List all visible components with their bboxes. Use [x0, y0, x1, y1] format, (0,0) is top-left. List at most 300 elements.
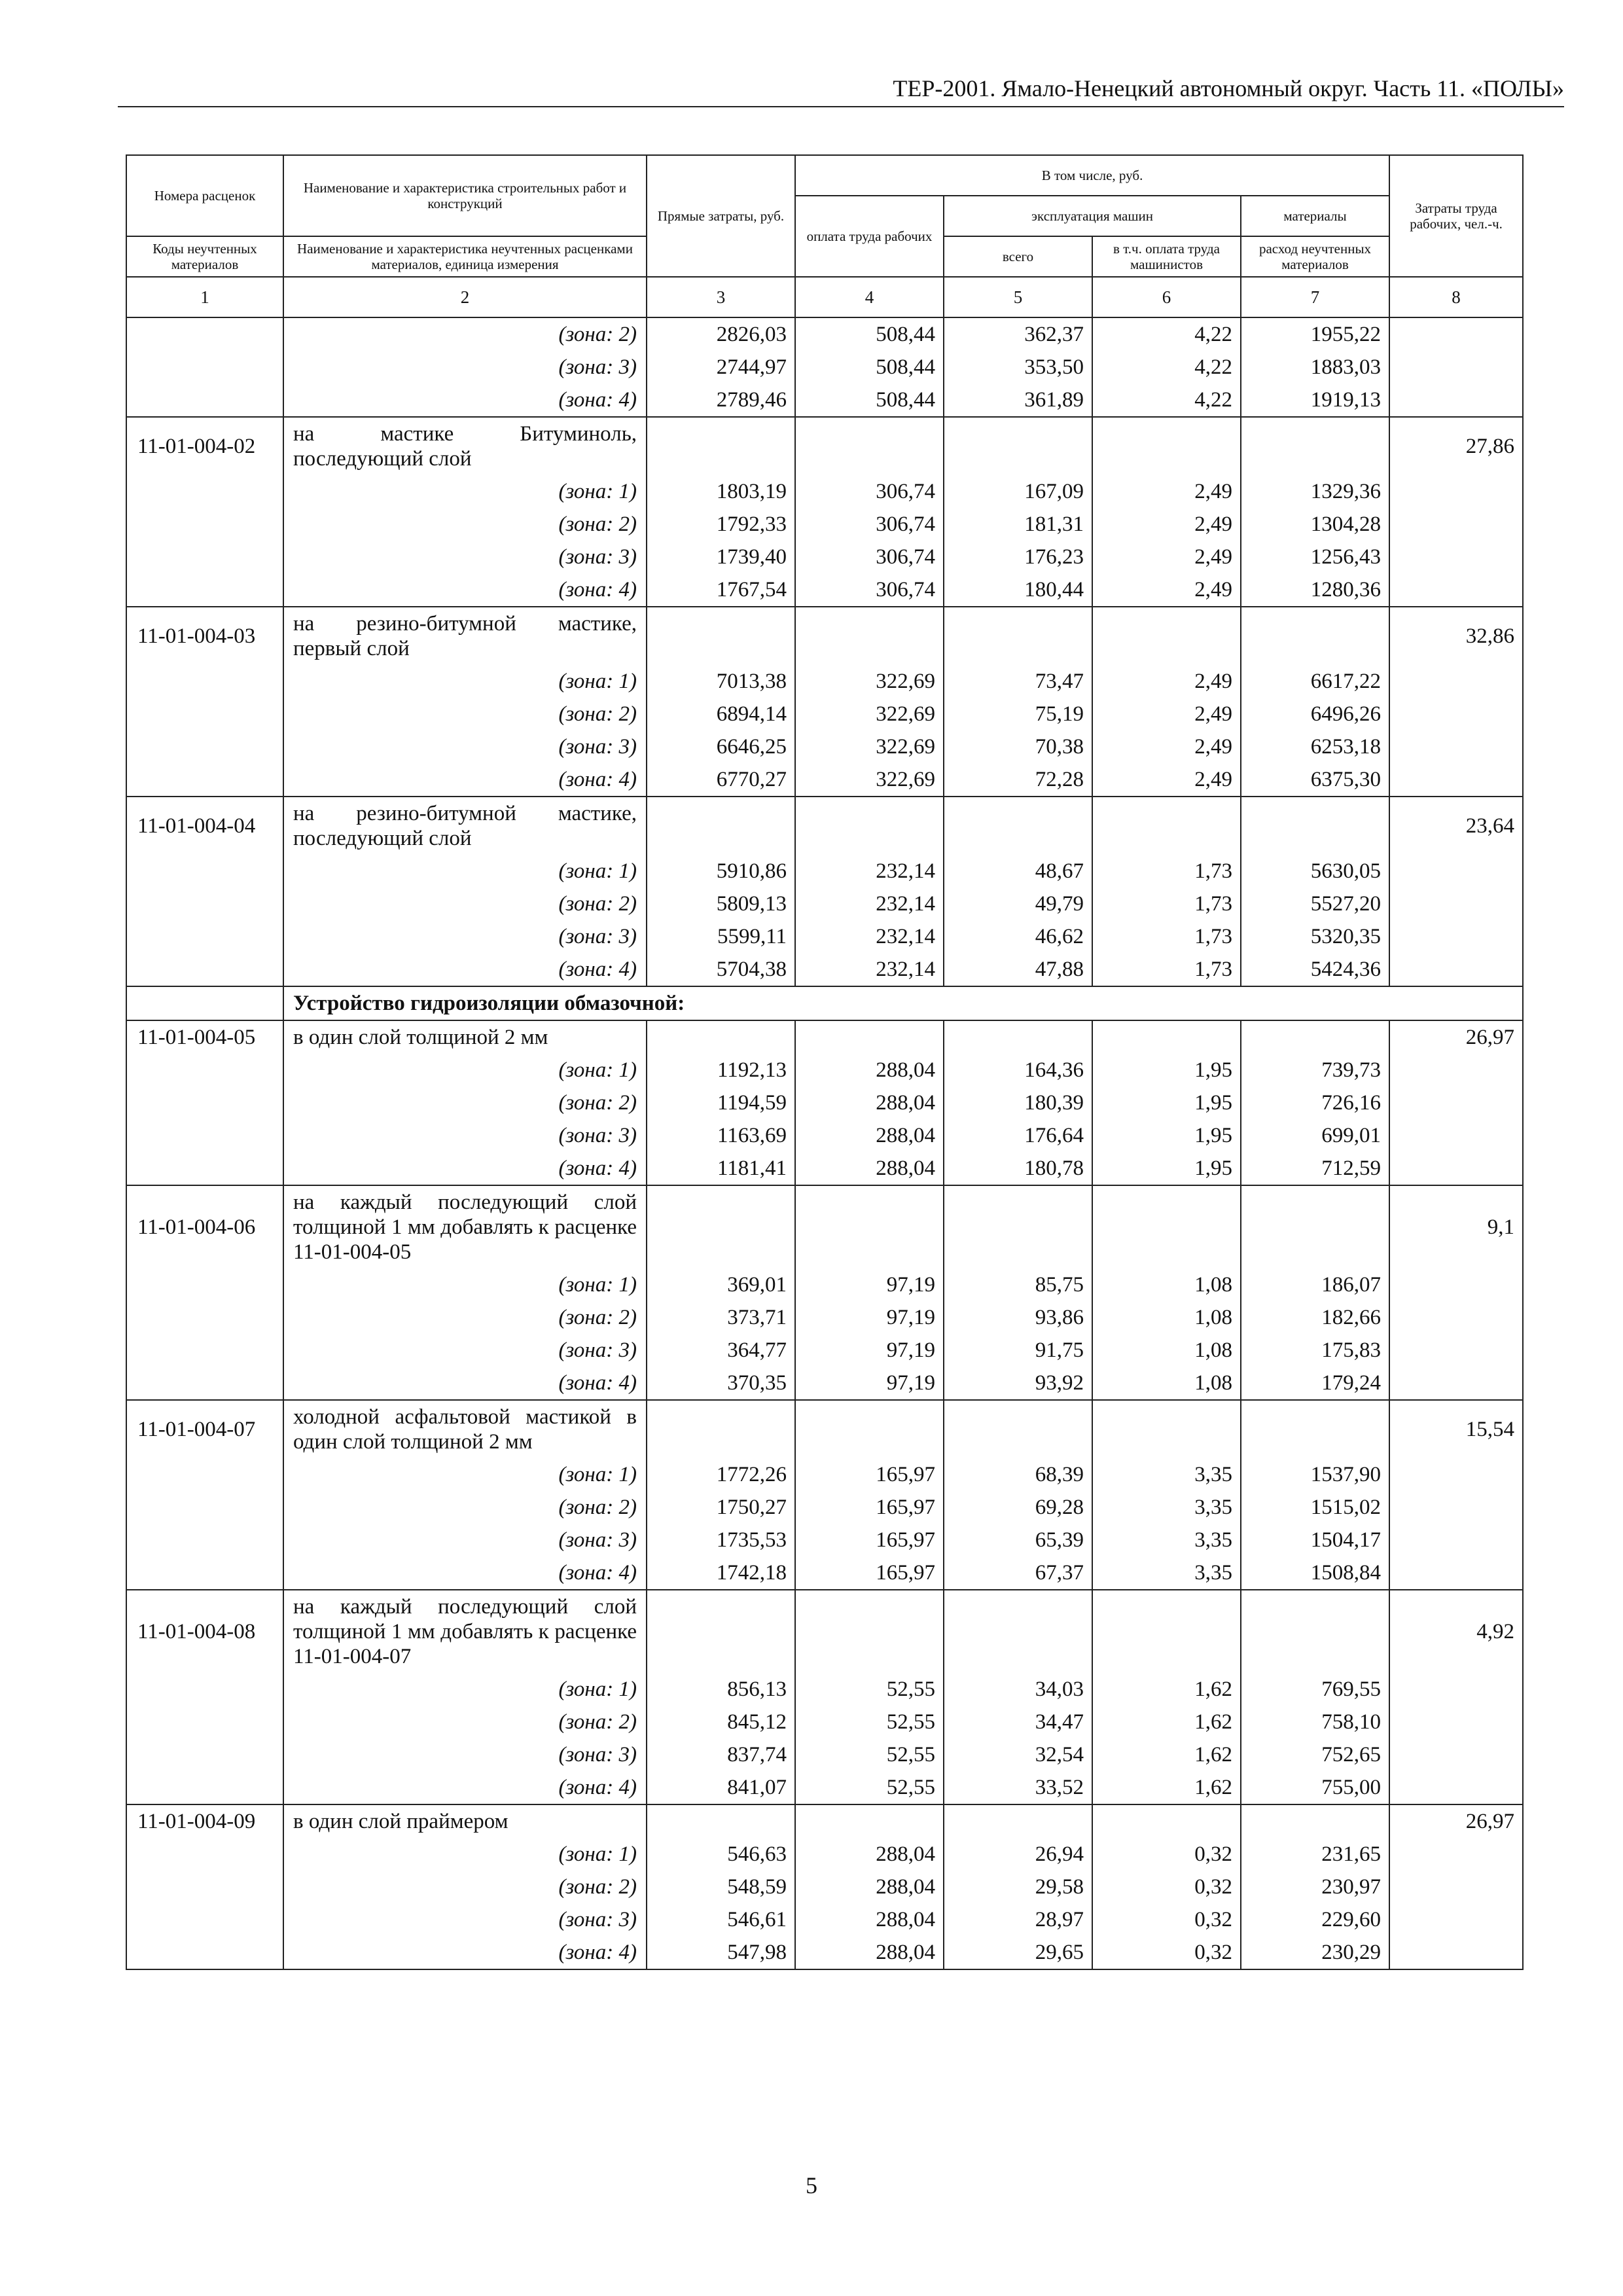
value-cell: 49,79 [944, 888, 1092, 920]
value-cell: 1,62 [1092, 1706, 1241, 1738]
value-cell: 1,95 [1092, 1119, 1241, 1152]
labor-cell [1389, 888, 1523, 920]
value-cell: 845,12 [647, 1706, 795, 1738]
code-cell [126, 1838, 283, 1871]
value-cell: 362,37 [944, 317, 1092, 351]
value-cell: 1739,40 [647, 541, 795, 573]
value-cell: 1280,36 [1241, 573, 1389, 607]
zone-row [126, 1771, 1523, 1804]
labor-cell [1389, 953, 1523, 986]
code-cell [126, 1771, 283, 1804]
value-cell: 6496,26 [1241, 698, 1389, 730]
value-cell: 288,04 [795, 1903, 944, 1936]
value-cell [944, 1400, 1092, 1458]
rate-title-row [126, 797, 1523, 855]
value-cell: 712,59 [1241, 1152, 1389, 1185]
header-cell: эксплуатация машин [944, 196, 1241, 236]
value-cell: 1735,53 [647, 1524, 795, 1556]
value-cell: 3,35 [1092, 1458, 1241, 1491]
value-cell: 1803,19 [647, 475, 795, 508]
table-header [126, 155, 1523, 317]
value-cell: 2,49 [1092, 475, 1241, 508]
value-cell [647, 1804, 795, 1838]
value-cell [1092, 1804, 1241, 1838]
value-cell [944, 1020, 1092, 1054]
zone-row [126, 1301, 1523, 1334]
header-cell: оплата труда рабочих [795, 196, 944, 277]
value-cell [1092, 797, 1241, 855]
zone-row [126, 1152, 1523, 1185]
zone-label: (зона: 2) [283, 698, 647, 730]
value-cell [1092, 1185, 1241, 1268]
header-cell: Затраты труда рабочих, чел.-ч. [1389, 155, 1523, 277]
value-cell: 758,10 [1241, 1706, 1389, 1738]
rate-description: на резино-битумной мастике, последующий слой [283, 797, 647, 855]
value-cell [647, 1185, 795, 1268]
code-cell [126, 475, 283, 508]
value-cell: 72,28 [944, 763, 1092, 797]
code-cell [126, 888, 283, 920]
labor-cell [1389, 1334, 1523, 1367]
labor-value: 32,86 [1389, 607, 1523, 665]
zone-row [126, 730, 1523, 763]
labor-value: 26,97 [1389, 1020, 1523, 1054]
value-cell: 373,71 [647, 1301, 795, 1334]
value-cell: 5630,05 [1241, 855, 1389, 888]
column-number: 7 [1241, 277, 1389, 317]
code-cell [126, 1086, 283, 1119]
header-cell: Коды неучтенных материалов [126, 236, 283, 277]
value-cell: 288,04 [795, 1871, 944, 1903]
value-cell: 6646,25 [647, 730, 795, 763]
value-cell: 726,16 [1241, 1086, 1389, 1119]
value-cell: 230,29 [1241, 1936, 1389, 1969]
value-cell: 2,49 [1092, 508, 1241, 541]
zone-row [126, 541, 1523, 573]
value-cell: 546,61 [647, 1903, 795, 1936]
labor-value: 27,86 [1389, 417, 1523, 475]
value-cell: 1192,13 [647, 1054, 795, 1086]
value-cell: 5910,86 [647, 855, 795, 888]
value-cell [944, 1804, 1092, 1838]
labor-value: 26,97 [1389, 1804, 1523, 1838]
labor-cell [1389, 1367, 1523, 1400]
value-cell: 3,35 [1092, 1491, 1241, 1524]
rate-code: 11-01-004-06 [126, 1185, 283, 1268]
value-cell: 176,23 [944, 541, 1092, 573]
value-cell: 97,19 [795, 1301, 944, 1334]
labor-value: 4,92 [1389, 1590, 1523, 1673]
code-cell [126, 1706, 283, 1738]
value-cell: 369,01 [647, 1268, 795, 1301]
code-cell [126, 1268, 283, 1301]
labor-cell [1389, 541, 1523, 573]
value-cell: 856,13 [647, 1673, 795, 1706]
zone-row [126, 855, 1523, 888]
code-cell [126, 1367, 283, 1400]
value-cell: 322,69 [795, 698, 944, 730]
section-row [126, 986, 1523, 1020]
value-cell: 1515,02 [1241, 1491, 1389, 1524]
code-cell [126, 317, 283, 351]
code-cell [126, 1556, 283, 1590]
value-cell [795, 417, 944, 475]
value-cell: 85,75 [944, 1268, 1092, 1301]
value-cell: 1792,33 [647, 508, 795, 541]
zone-label: (зона: 4) [283, 573, 647, 607]
zone-label: (зона: 4) [283, 384, 647, 417]
value-cell: 0,32 [1092, 1936, 1241, 1969]
value-cell: 288,04 [795, 1119, 944, 1152]
value-cell: 547,98 [647, 1936, 795, 1969]
value-cell [795, 1020, 944, 1054]
header-cell: В том числе, руб. [795, 155, 1389, 196]
value-cell: 180,39 [944, 1086, 1092, 1119]
zone-row [126, 1054, 1523, 1086]
value-cell: 1329,36 [1241, 475, 1389, 508]
zone-label: (зона: 3) [283, 1334, 647, 1367]
value-cell: 179,24 [1241, 1367, 1389, 1400]
labor-cell [1389, 1738, 1523, 1771]
value-cell: 1181,41 [647, 1152, 795, 1185]
zone-row [126, 1936, 1523, 1969]
zone-label: (зона: 4) [283, 1771, 647, 1804]
value-cell: 1742,18 [647, 1556, 795, 1590]
value-cell: 739,73 [1241, 1054, 1389, 1086]
zone-row [126, 1524, 1523, 1556]
value-cell: 6770,27 [647, 763, 795, 797]
zone-label: (зона: 2) [283, 1871, 647, 1903]
value-cell: 288,04 [795, 1152, 944, 1185]
value-cell: 2,49 [1092, 763, 1241, 797]
value-cell: 47,88 [944, 953, 1092, 986]
value-cell: 165,97 [795, 1524, 944, 1556]
header-cell: Прямые затраты, руб. [647, 155, 795, 277]
page-number: 5 [806, 2172, 817, 2198]
rate-description: на мастике Битуминоль, последующий слой [283, 417, 647, 475]
value-cell: 26,94 [944, 1838, 1092, 1871]
value-cell: 288,04 [795, 1936, 944, 1969]
header-cell: Номера расценок [126, 155, 283, 236]
rate-description: на резино-битумной мастике, первый слой [283, 607, 647, 665]
labor-cell [1389, 763, 1523, 797]
zone-row [126, 1458, 1523, 1491]
value-cell: 1194,59 [647, 1086, 795, 1119]
value-cell: 232,14 [795, 888, 944, 920]
value-cell: 3,35 [1092, 1524, 1241, 1556]
code-cell [126, 351, 283, 384]
value-cell: 699,01 [1241, 1119, 1389, 1152]
zone-row [126, 475, 1523, 508]
rate-description: холодной асфальтовой мастикой в один слой толщиной 2 мм [283, 1400, 647, 1458]
value-cell [1241, 417, 1389, 475]
value-cell: 3,35 [1092, 1556, 1241, 1590]
column-number: 5 [944, 277, 1092, 317]
zone-row [126, 953, 1523, 986]
value-cell: 1883,03 [1241, 351, 1389, 384]
labor-cell [1389, 1903, 1523, 1936]
value-cell: 5320,35 [1241, 920, 1389, 953]
labor-cell [1389, 855, 1523, 888]
value-cell: 841,07 [647, 1771, 795, 1804]
zone-label: (зона: 1) [283, 665, 647, 698]
value-cell: 1955,22 [1241, 317, 1389, 351]
value-cell: 229,60 [1241, 1903, 1389, 1936]
zone-label: (зона: 4) [283, 1936, 647, 1969]
labor-cell [1389, 1458, 1523, 1491]
zone-label: (зона: 3) [283, 730, 647, 763]
labor-cell [1389, 1268, 1523, 1301]
value-cell: 180,78 [944, 1152, 1092, 1185]
value-cell: 322,69 [795, 730, 944, 763]
code-cell [126, 1673, 283, 1706]
value-cell: 34,47 [944, 1706, 1092, 1738]
code-cell [126, 763, 283, 797]
value-cell: 1,62 [1092, 1771, 1241, 1804]
value-cell: 48,67 [944, 855, 1092, 888]
zone-label: (зона: 4) [283, 1152, 647, 1185]
value-cell: 175,83 [1241, 1334, 1389, 1367]
value-cell [647, 1400, 795, 1458]
value-cell: 5527,20 [1241, 888, 1389, 920]
value-cell: 1163,69 [647, 1119, 795, 1152]
value-cell [647, 607, 795, 665]
value-cell: 1537,90 [1241, 1458, 1389, 1491]
value-cell: 29,65 [944, 1936, 1092, 1969]
value-cell: 1,08 [1092, 1301, 1241, 1334]
rate-title-row [126, 1590, 1523, 1673]
header-cell: Наименование и характеристика неучтенных расценками материалов, единица измерения [283, 236, 647, 277]
value-cell: 2,49 [1092, 730, 1241, 763]
value-cell [647, 797, 795, 855]
zone-row [126, 1556, 1523, 1590]
labor-cell [1389, 1673, 1523, 1706]
value-cell: 93,92 [944, 1367, 1092, 1400]
column-number: 8 [1389, 277, 1523, 317]
zone-label: (зона: 2) [283, 1706, 647, 1738]
value-cell: 232,14 [795, 920, 944, 953]
value-cell: 28,97 [944, 1903, 1092, 1936]
value-cell: 68,39 [944, 1458, 1092, 1491]
value-cell [795, 1590, 944, 1673]
labor-cell [1389, 1301, 1523, 1334]
zone-row [126, 351, 1523, 384]
labor-cell [1389, 1871, 1523, 1903]
zone-label: (зона: 3) [283, 1738, 647, 1771]
value-cell: 548,59 [647, 1871, 795, 1903]
labor-cell [1389, 1491, 1523, 1524]
value-cell [1092, 607, 1241, 665]
zone-label: (зона: 3) [283, 1119, 647, 1152]
labor-cell [1389, 920, 1523, 953]
rate-description: на каждый последующий слой толщиной 1 мм добавлять к расценке 11-01-004-05 [283, 1185, 647, 1268]
code-cell [126, 1054, 283, 1086]
value-cell [944, 797, 1092, 855]
value-cell: 1,73 [1092, 953, 1241, 986]
value-cell: 370,35 [647, 1367, 795, 1400]
value-cell: 508,44 [795, 384, 944, 417]
zone-label: (зона: 3) [283, 920, 647, 953]
labor-cell [1389, 384, 1523, 417]
zone-row [126, 1367, 1523, 1400]
rate-title-row [126, 607, 1523, 665]
value-cell: 1,73 [1092, 888, 1241, 920]
zone-label: (зона: 3) [283, 541, 647, 573]
zone-label: (зона: 1) [283, 1838, 647, 1871]
value-cell: 2826,03 [647, 317, 795, 351]
value-cell: 5704,38 [647, 953, 795, 986]
labor-cell [1389, 1054, 1523, 1086]
value-cell: 546,63 [647, 1838, 795, 1871]
labor-cell [1389, 1152, 1523, 1185]
zone-label: (зона: 1) [283, 1268, 647, 1301]
value-cell: 2,49 [1092, 573, 1241, 607]
rate-description: в один слой праймером [283, 1804, 647, 1838]
value-cell: 508,44 [795, 317, 944, 351]
zone-row [126, 1334, 1523, 1367]
value-cell: 231,65 [1241, 1838, 1389, 1871]
value-cell: 1,73 [1092, 855, 1241, 888]
zone-row [126, 698, 1523, 730]
zone-row [126, 763, 1523, 797]
labor-cell [1389, 317, 1523, 351]
zone-label: (зона: 4) [283, 1556, 647, 1590]
value-cell: 182,66 [1241, 1301, 1389, 1334]
value-cell: 752,65 [1241, 1738, 1389, 1771]
code-cell [126, 855, 283, 888]
code-cell [126, 384, 283, 417]
value-cell: 1,08 [1092, 1367, 1241, 1400]
zone-row [126, 1706, 1523, 1738]
value-cell [944, 607, 1092, 665]
rate-title-row [126, 1400, 1523, 1458]
value-cell: 164,36 [944, 1054, 1092, 1086]
value-cell: 34,03 [944, 1673, 1092, 1706]
value-cell: 353,50 [944, 351, 1092, 384]
value-cell: 52,55 [795, 1738, 944, 1771]
value-cell: 232,14 [795, 953, 944, 986]
value-cell: 1,08 [1092, 1334, 1241, 1367]
value-cell [1092, 1590, 1241, 1673]
code-cell [126, 541, 283, 573]
zone-row [126, 317, 1523, 351]
value-cell [1241, 1590, 1389, 1673]
value-cell [795, 607, 944, 665]
value-cell: 1,62 [1092, 1673, 1241, 1706]
zone-label: (зона: 3) [283, 351, 647, 384]
labor-cell [1389, 1524, 1523, 1556]
value-cell: 2,49 [1092, 698, 1241, 730]
code-cell [126, 1903, 283, 1936]
value-cell: 1750,27 [647, 1491, 795, 1524]
labor-cell [1389, 475, 1523, 508]
zone-row [126, 1838, 1523, 1871]
code-cell [126, 665, 283, 698]
value-cell: 2789,46 [647, 384, 795, 417]
value-cell: 93,86 [944, 1301, 1092, 1334]
labor-cell [1389, 1086, 1523, 1119]
value-cell: 1,62 [1092, 1738, 1241, 1771]
rate-description: в один слой толщиной 2 мм [283, 1020, 647, 1054]
value-cell: 1504,17 [1241, 1524, 1389, 1556]
zone-row [126, 1086, 1523, 1119]
value-cell: 837,74 [647, 1738, 795, 1771]
header-cell: Наименование и характеристика строительных работ и конструкций [283, 155, 647, 236]
column-number: 1 [126, 277, 283, 317]
code-cell [126, 1936, 283, 1969]
code-cell [126, 1738, 283, 1771]
value-cell: 4,22 [1092, 384, 1241, 417]
value-cell [944, 417, 1092, 475]
value-cell: 7013,38 [647, 665, 795, 698]
value-cell: 180,44 [944, 573, 1092, 607]
price-table [126, 154, 1524, 1970]
labor-cell [1389, 573, 1523, 607]
value-cell: 73,47 [944, 665, 1092, 698]
code-cell [126, 573, 283, 607]
value-cell: 91,75 [944, 1334, 1092, 1367]
code-cell [126, 953, 283, 986]
code-cell [126, 698, 283, 730]
value-cell: 306,74 [795, 508, 944, 541]
value-cell: 6894,14 [647, 698, 795, 730]
value-cell: 69,28 [944, 1491, 1092, 1524]
zone-row [126, 508, 1523, 541]
value-cell: 0,32 [1092, 1903, 1241, 1936]
value-cell: 165,97 [795, 1556, 944, 1590]
zone-label: (зона: 2) [283, 508, 647, 541]
code-cell [126, 730, 283, 763]
value-cell: 1304,28 [1241, 508, 1389, 541]
value-cell: 230,97 [1241, 1871, 1389, 1903]
value-cell [1092, 1020, 1241, 1054]
zone-row [126, 1268, 1523, 1301]
zone-label: (зона: 2) [283, 317, 647, 351]
value-cell: 52,55 [795, 1673, 944, 1706]
value-cell: 29,58 [944, 1871, 1092, 1903]
column-number: 6 [1092, 277, 1241, 317]
value-cell [1241, 1804, 1389, 1838]
zone-label: (зона: 1) [283, 1673, 647, 1706]
labor-value: 23,64 [1389, 797, 1523, 855]
value-cell: 176,64 [944, 1119, 1092, 1152]
rate-code: 11-01-004-07 [126, 1400, 283, 1458]
zone-row [126, 1119, 1523, 1152]
zone-row [126, 1738, 1523, 1771]
rate-title-row [126, 417, 1523, 475]
value-cell: 65,39 [944, 1524, 1092, 1556]
value-cell: 67,37 [944, 1556, 1092, 1590]
zone-label: (зона: 2) [283, 1491, 647, 1524]
header-cell: расход неучтенных материалов [1241, 236, 1389, 277]
value-cell: 75,19 [944, 698, 1092, 730]
value-cell: 4,22 [1092, 317, 1241, 351]
value-cell [647, 1020, 795, 1054]
column-number: 3 [647, 277, 795, 317]
value-cell: 769,55 [1241, 1673, 1389, 1706]
value-cell: 1256,43 [1241, 541, 1389, 573]
value-cell: 0,32 [1092, 1838, 1241, 1871]
zone-label: (зона: 2) [283, 1086, 647, 1119]
value-cell [795, 1804, 944, 1838]
value-cell [1241, 1400, 1389, 1458]
value-cell: 1,73 [1092, 920, 1241, 953]
value-cell: 322,69 [795, 665, 944, 698]
labor-cell [1389, 698, 1523, 730]
value-cell: 1772,26 [647, 1458, 795, 1491]
value-cell: 6617,22 [1241, 665, 1389, 698]
zone-label: (зона: 1) [283, 475, 647, 508]
